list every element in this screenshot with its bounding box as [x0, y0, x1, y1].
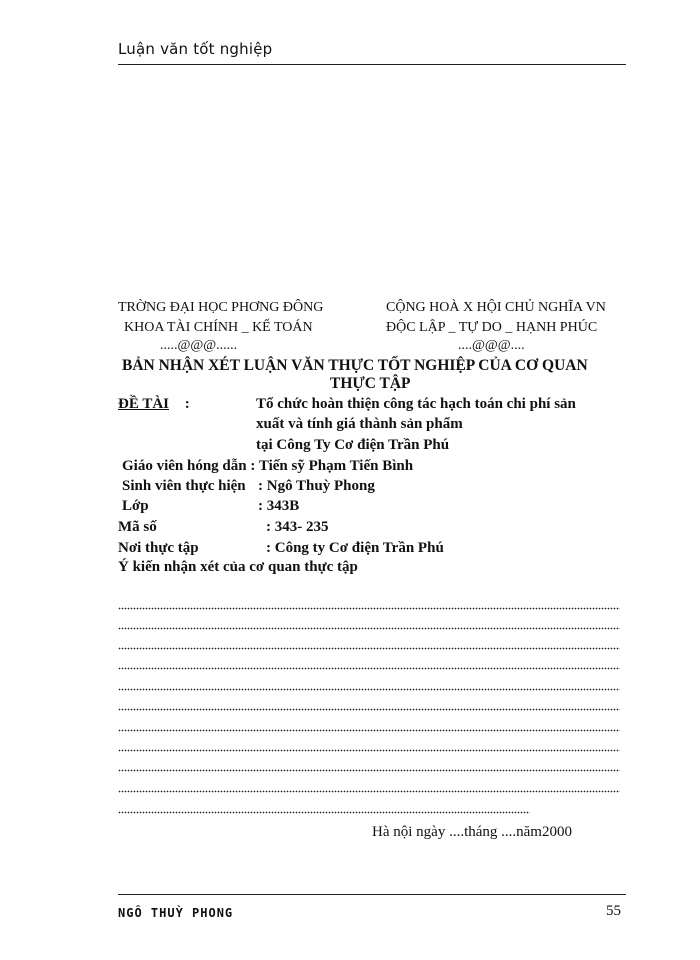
class-label: Lớp	[122, 498, 149, 514]
header-rule	[118, 64, 626, 65]
comment-dotted-line	[118, 729, 620, 733]
place-label: Nơi thực tập	[118, 540, 199, 556]
country-name: CỘNG HOÀ X HỘI CHỦ NGHĨA VN	[386, 300, 606, 315]
comment-dotted-line	[118, 769, 620, 773]
comment-dotted-line	[118, 749, 620, 753]
comment-dotted-line	[118, 708, 620, 712]
footer-rule	[118, 894, 626, 895]
footer-author: NGÔ THUỲ PHONG	[118, 906, 234, 920]
right-ornament: ....@@@....	[458, 338, 525, 353]
comment-dotted-line	[118, 647, 620, 651]
topic-label-text: ĐỀ TÀI	[118, 396, 169, 412]
comment-dotted-line	[118, 811, 530, 815]
class-value: : 343B	[258, 498, 300, 514]
place-value: : Công ty Cơ điện Trần Phú	[266, 540, 444, 556]
comment-dotted-line	[118, 790, 620, 794]
comment-dotted-line	[118, 688, 620, 692]
id-label: Mã số	[118, 519, 157, 535]
student-label: Sinh viên thực hiện	[122, 478, 246, 494]
topic-colon: :	[184, 396, 190, 412]
topic-line2: xuất và tính giá thành sản phẩm	[256, 416, 463, 432]
id-value: : 343- 235	[266, 519, 329, 535]
student-value: : Ngô Thuỳ Phong	[258, 478, 375, 494]
document-title-line2: THỰC TẬP	[330, 375, 411, 392]
comment-dotted-line	[118, 607, 620, 611]
topic-label	[118, 396, 190, 413]
comment-dotted-line	[118, 627, 620, 631]
advisor-line: Giáo viên hóng dẫn : Tiến sỹ Phạm Tiến Bình	[122, 458, 414, 474]
comment-label: Ý kiến nhận xét của cơ quan thực tập	[118, 559, 358, 575]
faculty-name: KHOA TÀI CHÍNH _ KẾ TOÁN	[124, 320, 313, 335]
left-ornament: .....@@@......	[160, 338, 238, 353]
running-header: Luận văn tốt nghiệp	[118, 40, 273, 58]
date-line: Hà nội ngày ....tháng ....năm2000	[372, 824, 572, 840]
national-motto: ĐỘC LẬP _ TỰ DO _ HẠNH PHÚC	[386, 320, 598, 335]
topic-line3: tại Công Ty Cơ điện Trần Phú	[256, 437, 450, 453]
document-title-line1: BẢN NHẬN XÉT LUẬN VĂN THỰC TỐT NGHIỆP CỦA CƠ QUAN	[122, 357, 588, 374]
school-name: TRỜNG ĐẠI HỌC PHƠNG ĐÔNG	[118, 300, 324, 315]
topic-line1: Tổ chức hoàn thiện công tác hạch toán chi phí sản	[256, 396, 576, 412]
comment-dotted-line	[118, 667, 620, 671]
page-number: 55	[606, 903, 621, 919]
